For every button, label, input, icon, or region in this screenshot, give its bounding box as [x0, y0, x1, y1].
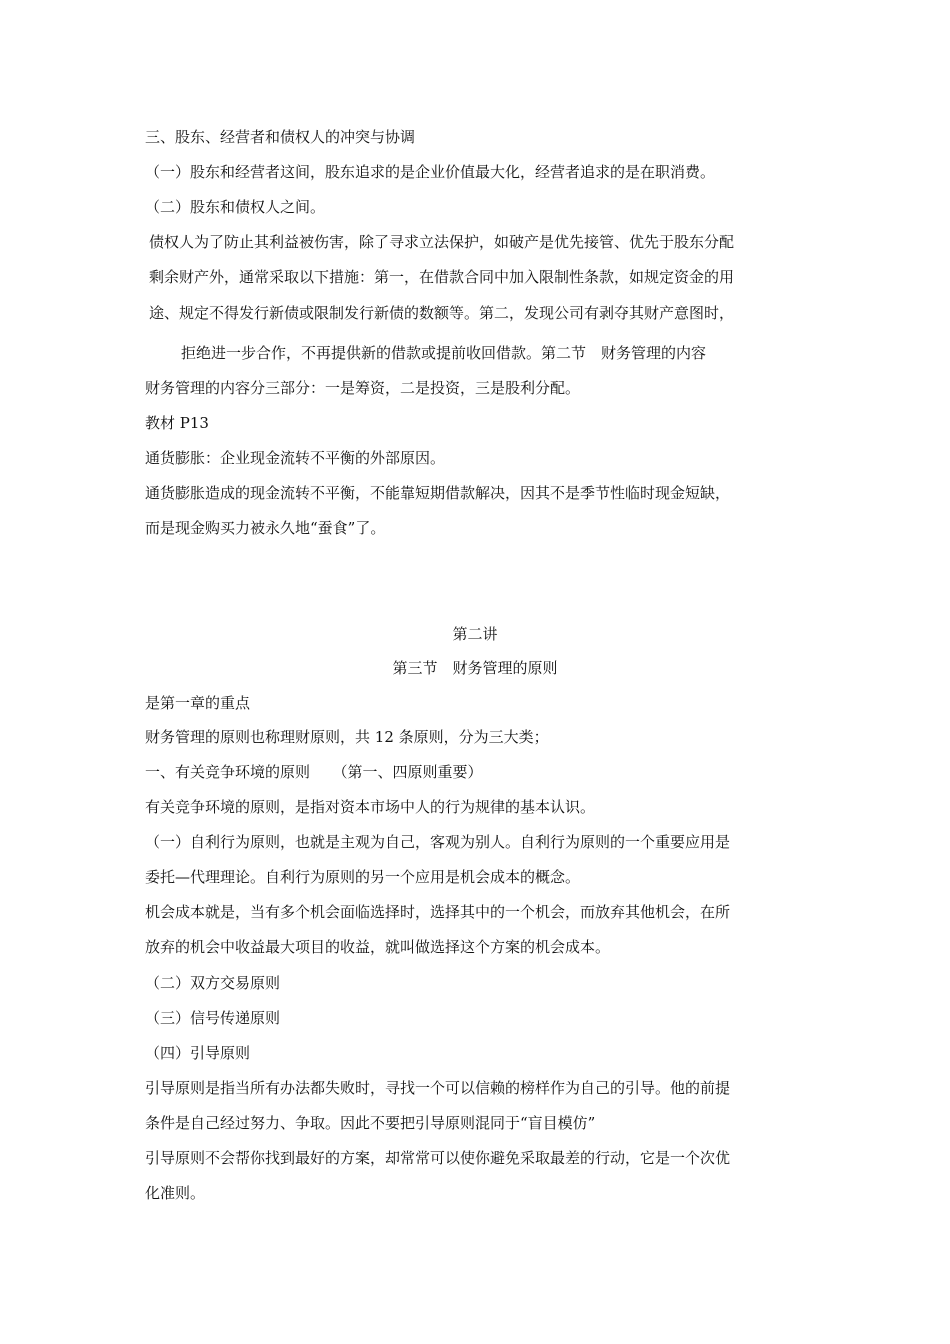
paragraph-line: 财务管理的原则也称理财原则，共 12 条原则，分为三大类；: [145, 728, 549, 746]
paragraph-line: 委托—代理理论。自利行为原则的另一个应用是机会成本的概念。: [145, 868, 581, 886]
paragraph-line: 有关竞争环境的原则，是指对资本市场中人的行为规律的基本认识。: [145, 798, 596, 816]
lecture-title: 第二讲: [452, 625, 498, 643]
paragraph-line: 放弃的机会中收益最大项目的收益，就叫做选择这个方案的机会成本。: [145, 938, 611, 956]
section-title: 第三节 财务管理的原则: [392, 659, 558, 677]
paragraph-line: 引导原则是指当所有办法都失败时，寻找一个可以信赖的榜样作为自己的引导。他的前提: [145, 1079, 731, 1097]
paragraph-line: （一）自利行为原则，也就是主观为自己，客观为别人。自利行为原则的一个重要应用是: [145, 833, 731, 851]
paragraph-line: 财务管理的内容分三部分：一是筹资，二是投资，三是股利分配。: [145, 379, 581, 397]
paragraph-line: 机会成本就是，当有多个机会面临选择时，选择其中的一个机会，而放弃其他机会，在所: [145, 903, 731, 921]
paragraph-line: 通货膨胀造成的现金流转不平衡，不能靠短期借款解决，因其不是季节性临时现金短缺，: [145, 484, 731, 502]
paragraph-line: （二）股东和债权人之间。: [145, 198, 326, 216]
paragraph-line: 而是现金购买力被永久地“蚕食”了。: [145, 519, 386, 537]
paragraph-line: 通货膨胀：企业现金流转不平衡的外部原因。: [145, 449, 446, 467]
paragraph-line: 教材 P13: [145, 414, 209, 432]
paragraph-line: 剩余财产外，通常采取以下措施：第一，在借款合同中加入限制性条款，如规定资金的用: [149, 268, 735, 286]
paragraph-line: 条件是自己经过努力、争取。因此不要把引导原则混同于“盲目模仿”: [145, 1114, 596, 1132]
paragraph-line: 化准则。: [145, 1184, 206, 1202]
paragraph-line: 引导原则不会帮你找到最好的方案，却常常可以使你避免采取最差的行动，它是一个次优: [145, 1149, 731, 1167]
paragraph-line: 拒绝进一步合作，不再提供新的借款或提前收回借款。第二节 财务管理的内容: [181, 344, 707, 362]
paragraph-line: 途、规定不得发行新债或限制发行新债的数额等。第二，发现公司有剥夺其财产意图时，: [149, 304, 735, 322]
subsection-heading: （三）信号传递原则: [145, 1009, 281, 1027]
paragraph-line: 是第一章的重点: [145, 694, 251, 712]
section-heading: 三、股东、经营者和债权人的冲突与协调: [145, 128, 416, 146]
paragraph-line: 债权人为了防止其利益被伤害，除了寻求立法保护，如破产是优先接管、优先于股东分配: [149, 233, 735, 251]
section-heading: 一、有关竞争环境的原则 （第一、四原则重要）: [145, 763, 483, 781]
subsection-heading: （二）双方交易原则: [145, 974, 281, 992]
paragraph-line: （一）股东和经营者这间，股东追求的是企业价值最大化，经营者追求的是在职消费。: [145, 163, 716, 181]
subsection-heading: （四）引导原则: [145, 1044, 251, 1062]
